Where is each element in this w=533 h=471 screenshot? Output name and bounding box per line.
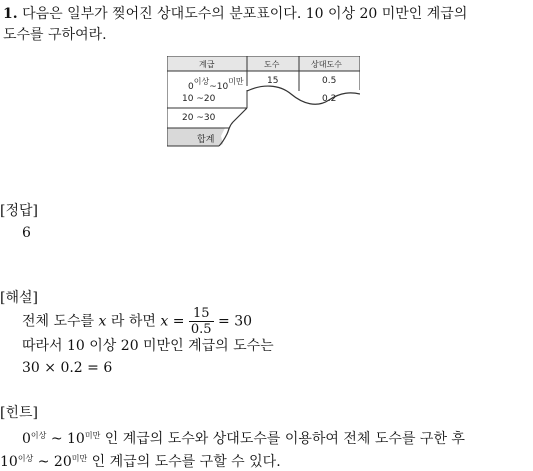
- fraction: $\frac{15}{0.5}$: [190, 306, 212, 337]
- torn-frequency-table: [167, 56, 360, 148]
- header-frequency: 도수: [264, 60, 280, 69]
- explanation-label: [해설]: [0, 290, 38, 306]
- row2-relative-frequency: 0.2: [322, 94, 337, 104]
- explanation-line-3: 30 × 0.2 = 6: [22, 360, 113, 376]
- answer-value: 6: [22, 225, 31, 241]
- row1-relative-frequency: 0.5: [322, 76, 337, 86]
- variable-x: x: [98, 313, 107, 330]
- question-text-1: 다음은 일부가 찢어진 상대도수의 분포표이다. 10 이상 20 미만인 계급의: [22, 6, 468, 22]
- hint-label: [힌트]: [0, 405, 38, 421]
- row2-class: 10 ~20: [182, 94, 216, 104]
- hint-line-2: $10^{이상}$ ~ $20^{미만}$ 인 계급의 도수를 구할 수 있다.: [0, 454, 281, 470]
- hint-line-1: $0^{이상}$ ~ $10^{미만}$ 인 계급의 도수와 상대도수를 이용하여 전체 도수를 구한 후: [22, 431, 465, 447]
- row1-frequency: 15: [267, 76, 279, 86]
- answer-label: [정답]: [0, 203, 38, 219]
- header-relative-frequency: 상대도수: [311, 60, 342, 69]
- question-text-2: 도수를 구하여라.: [3, 27, 107, 43]
- question-line-1: [3, 3, 467, 23]
- total-row-label: 합계: [197, 135, 215, 145]
- explanation-line-1: 전체 도수를 x 라 하면 x = $\frac{15}{0.5}$ = 30: [22, 306, 253, 337]
- row1-class: 0이상~10미만: [188, 77, 244, 92]
- question-number: 1.: [3, 6, 18, 22]
- explanation-line-2: 따라서 10 이상 20 미만인 계급의 도수는: [22, 338, 274, 354]
- header-class: 계급: [199, 60, 215, 69]
- row3-class: 20 ~30: [182, 113, 216, 123]
